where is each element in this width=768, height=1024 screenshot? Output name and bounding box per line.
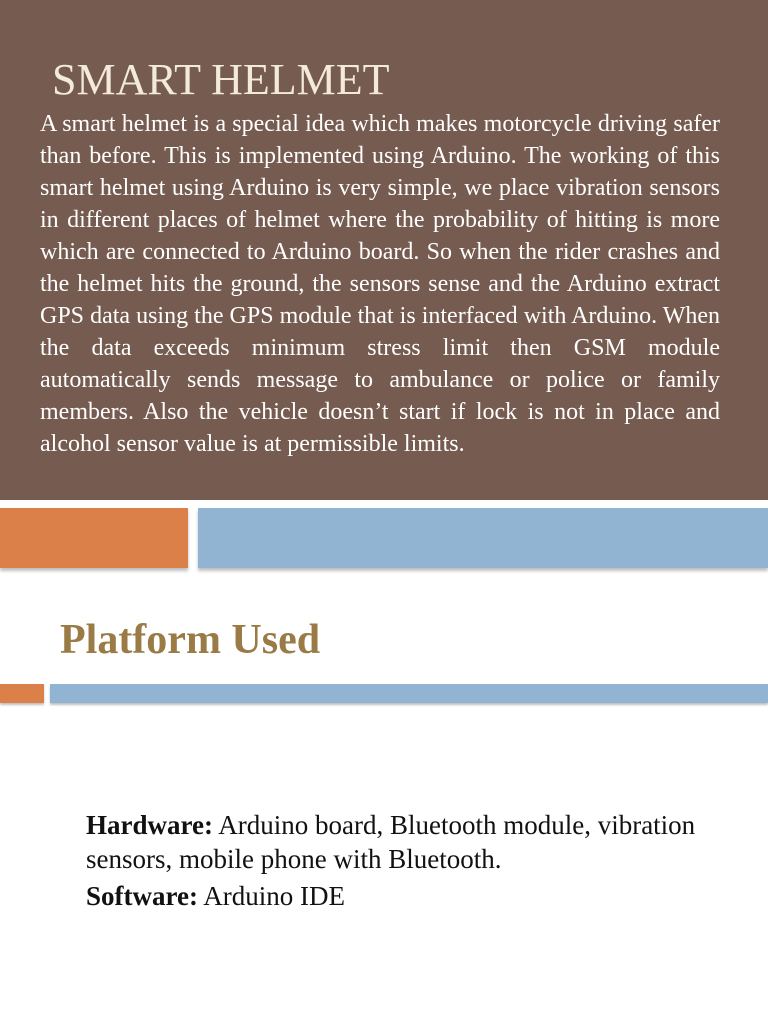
slide-smart-helmet [0, 0, 768, 500]
section-title-platform: Platform Used [60, 617, 321, 663]
accent-bar-orange [0, 508, 188, 568]
slide-divider [0, 500, 768, 508]
platform-list [86, 808, 726, 916]
software-value: Arduino IDE [197, 881, 345, 911]
platform-item-software [86, 879, 726, 913]
accent-bar-blue [198, 508, 768, 568]
accent-bar-blue-small [50, 684, 768, 703]
slide-title: SMART HELMET [52, 55, 390, 104]
accent-bar-orange-small [0, 684, 44, 703]
software-label: Software: [86, 881, 198, 911]
hardware-label: Hardware: [86, 810, 213, 840]
hardware-value: Arduino board, Bluetooth module, vibration sensors, mobile phone with Bluetooth. [86, 810, 696, 874]
slide-body-text: A smart helmet is a special idea which makes motorcycle driving safer than before. This is implemented using Arduino. The working of this smart helmet using Arduino is very simple, we place vibration sensors in different places of helmet where the probability of hitting is more which are connected to Arduino board. So when the rider crashes and the helmet hits the ground, the sensors sense and the Arduino extract GPS data using the GPS module that is interfaced with Arduino. When the data exceeds minimum stress limit then GSM module automatically sends message to ambulance or police or family members. Also the vehicle doesn’t start if lock is not in place and alcohol sensor value is at permissible limits. [40, 111, 720, 457]
platform-item-hardware [86, 808, 726, 876]
